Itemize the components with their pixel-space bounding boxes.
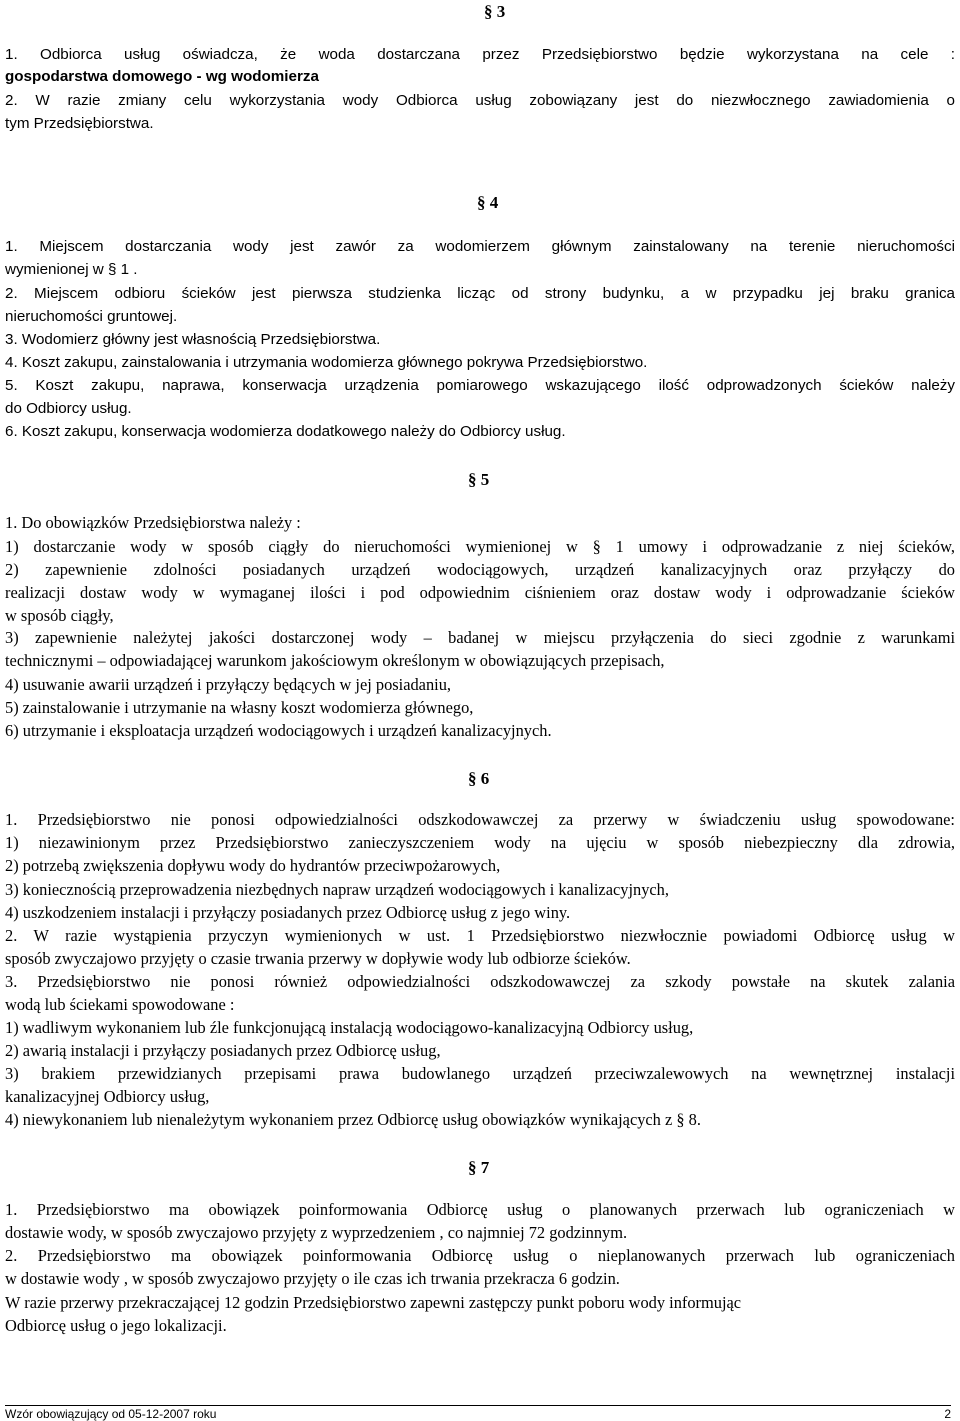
paragraph-line: 3. Przedsiębiorstwo nie ponosi również odpowiedzialności odszkodowawczej za szkody powstałe na skutek zalania [5, 972, 955, 991]
paragraph-line: technicznymi – odpowiadającej warunkom jakościowym określonym w obowiązujących przepisach, [5, 651, 665, 670]
section-3-label: § 3 [484, 2, 506, 21]
paragraph-line: w dostawie wody , w sposób zwyczajowo przyjęty o ile czas ich trwania przekracza 6 godzin. [5, 1269, 620, 1288]
paragraph-line: gospodarstwa domowego - wg wodomierza [5, 68, 319, 85]
paragraph-line: 1) wadliwym wykonaniem lub źle funkcjonującą instalacją wodociągowo-kanalizacyjną Odbiorcy usług, [5, 1018, 694, 1037]
paragraph-line: 6. Koszt zakupu, konserwacja wodomierza dodatkowego należy do Odbiorcy usług. [5, 423, 566, 440]
paragraph-line: 1. Miejscem dostarczania wody jest zawór za wodomierzem głównym zainstalowany na terenie nieruchomości [5, 238, 955, 255]
paragraph-line: 1. Przedsiębiorstwo ma obowiązek poinformowania Odbiorcę usług o planowanych przerwach lub ograniczeniach w [5, 1200, 955, 1219]
paragraph-line: wymienionej w § 1 . [5, 261, 138, 278]
paragraph-line: 2) awarią instalacji i przyłączy posiadanych przez Odbiorcę usług, [5, 1041, 441, 1060]
section-4-label: § 4 [477, 193, 499, 212]
paragraph-line: 5. Koszt zakupu, naprawa, konserwacja urządzenia pomiarowego wskazującego ilość odprowadzonych ścieków należy [5, 377, 955, 394]
paragraph-line: sposób zwyczajowo przyjęty o czasie trwania przerwy w dopływie wody lub odbiorze ścieków. [5, 949, 631, 968]
paragraph-line: 1) niezawinionym przez Przedsiębiorstwo zanieczyszczeniem wody na ujęciu w sposób niebezpieczny dla zdrowia, [5, 833, 955, 852]
paragraph-line: realizacji dostaw wody w wymaganej ilości i pod odpowiednim ciśnieniem oraz dostaw wody i odprowadzanie ścieków [5, 583, 955, 602]
section-6-label: § 6 [468, 769, 490, 788]
paragraph-line: Odbiorcę usług o jego lokalizacji. [5, 1316, 227, 1335]
paragraph-line: 4) usuwanie awarii urządzeń i przyłączy będących w jej posiadaniu, [5, 675, 451, 694]
paragraph-line: 4. Koszt zakupu, zainstalowania i utrzymania wodomierza głównego pokrywa Przedsiębiorstwo. [5, 354, 648, 371]
paragraph-line: nieruchomości gruntowej. [5, 308, 178, 325]
paragraph-line: 4) niewykonaniem lub nienależytym wykonaniem przez Odbiorcę usług obowiązków wynikających z § 8. [5, 1110, 701, 1129]
paragraph-line: tym Przedsiębiorstwa. [5, 115, 154, 132]
paragraph-line: 4) uszkodzeniem instalacji i przyłączy posiadanych przez Odbiorcę usług z jego winy. [5, 903, 571, 922]
paragraph-line: do Odbiorcy usług. [5, 400, 132, 417]
paragraph-line: 2. W razie wystąpienia przyczyn wymienionych w ust. 1 Przedsiębiorstwo niezwłocznie powiadomi Odbiorcę usług w [5, 926, 955, 945]
paragraph-line: 2. Przedsiębiorstwo ma obowiązek poinformowania Odbiorcę usług o nieplanowanych przerwach lub ograniczeniach [5, 1246, 955, 1265]
paragraph-line: 3) brakiem przewidzianych przepisami prawa budowlanego urządzeń przeciwzalewowych na wewnętrznej instalacji [5, 1064, 955, 1083]
paragraph-line: w sposób ciągły, [5, 606, 114, 625]
paragraph-line: 1. Przedsiębiorstwo nie ponosi odpowiedzialności odszkodowawczej za przerwy w świadczeniu usług spowodowane: [5, 810, 955, 829]
page-number: 2 [944, 1407, 951, 1421]
footer-rule [5, 1405, 951, 1406]
paragraph-line: 1. Do obowiązków Przedsiębiorstwa należy : [5, 513, 301, 532]
paragraph-line: 2) potrzebą zwiększenia dopływu wody do hydrantów przeciwpożarowych, [5, 856, 501, 875]
paragraph-line: 2. W razie zmiany celu wykorzystania wody Odbiorca usług zobowiązany jest do niezwłocznego zawiadomienia o [5, 92, 955, 109]
paragraph-line: wodą lub ściekami spowodowane : [5, 995, 235, 1014]
paragraph-line: dostawie wody, w sposób zwyczajowo przyjęty z wyprzedzeniem , co najmniej 72 godzinnym. [5, 1223, 628, 1242]
paragraph-line: 5) zainstalowanie i utrzymanie na własny koszt wodomierza głównego, [5, 698, 474, 717]
paragraph-line: W razie przerwy przekraczającej 12 godzin Przedsiębiorstwo zapewni zastępczy punkt poboru wody informując [5, 1293, 742, 1312]
page-footer [5, 1405, 951, 1421]
paragraph-line: 2. Miejscem odbioru ścieków jest pierwsza studzienka licząc od strony budynku, a w przypadku jej braku granica [5, 285, 955, 302]
section-7-label: § 7 [468, 1158, 490, 1177]
section-5-label: § 5 [468, 470, 490, 489]
paragraph-line: 1) dostarczanie wody w sposób ciągły do nieruchomości wymienionej w § 1 umowy i odprowadzanie z niej ścieków, [5, 537, 955, 556]
paragraph-line: 3) koniecznością przeprowadzenia niezbędnych napraw urządzeń wodociągowych i kanalizacyjnych, [5, 880, 669, 899]
paragraph-line: 6) utrzymanie i eksploatacja urządzeń wodociągowych i urządzeń kanalizacyjnych. [5, 721, 552, 740]
paragraph-line: 2) zapewnienie zdolności posiadanych urządzeń wodociągowych, urządzeń kanalizacyjnych oraz przyłączy do [5, 560, 955, 579]
footer-validity-note: Wzór obowiązujący od 05-12-2007 roku [5, 1407, 217, 1421]
paragraph-line: kanalizacyjnej Odbiorcy usług, [5, 1087, 210, 1106]
paragraph-line: 3) zapewnienie należytej jakości dostarczonej wody – badanej w miejscu przyłączenia do sieci zgodnie z warunkami [5, 628, 955, 647]
paragraph-line: 1. Odbiorca usług oświadcza, że woda dostarczana przez Przedsiębiorstwo będzie wykorzystana na cele : [5, 46, 955, 63]
paragraph-line: 3. Wodomierz główny jest własnością Przedsiębiorstwa. [5, 331, 381, 348]
